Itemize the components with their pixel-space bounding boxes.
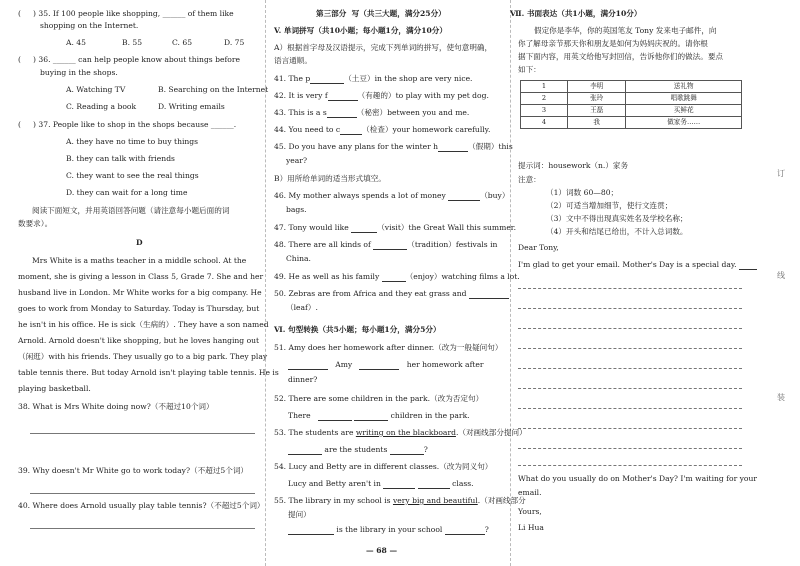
question-37: ( ) 37. People like to shop in the shops because ______. bbox=[18, 120, 237, 129]
question-35: ( ) 35. If 100 people like shopping, ______ of them like bbox=[18, 9, 234, 18]
option: A. Watching TV bbox=[66, 85, 126, 94]
question-40: 40. Where does Arnold usually play table tennis?（不超过5个词） bbox=[18, 501, 265, 510]
question-55-answer: is the library in your school ? bbox=[288, 524, 489, 535]
question-36-cont: buying in the shops. bbox=[40, 68, 118, 77]
question-46-cont: bags. bbox=[286, 205, 307, 214]
section-a-instruction: A）根据首字母及汉语提示，完成下列单词的拼写，使句意明确， bbox=[274, 43, 493, 52]
section-a-instruction-cont: 语言通顺。 bbox=[274, 56, 312, 65]
question-35-cont: shopping on the Internet. bbox=[40, 21, 139, 30]
passage-line: table tennis there. But today Arnold isn't playing table tennis. He is bbox=[18, 368, 279, 377]
writing-line[interactable] bbox=[518, 408, 742, 409]
passage-line: Mrs White is a maths teacher in a middle school. At the bbox=[32, 256, 247, 265]
note-item: （1）词数 60—80； bbox=[546, 188, 619, 197]
writing-line[interactable] bbox=[518, 448, 742, 449]
question-52: 52. There are some children in the park.（改为否定句） bbox=[274, 394, 484, 403]
question-54: 54. Lucy and Betty are in different classes.（改为同义句） bbox=[274, 462, 493, 471]
table-row: 1 李明 送礼物 bbox=[521, 81, 742, 93]
intro-line: 你了解母亲节那天你和朋友是如何为妈妈庆祝的。请你根 bbox=[518, 39, 708, 48]
question-51: 51. Amy does her homework after dinner.（改为一般疑问句） bbox=[274, 343, 503, 352]
page-number: — 68 — bbox=[366, 546, 398, 555]
section-d-heading: D bbox=[136, 238, 143, 247]
passage-line: （闲逛）with his friends. They usually go to a big park. They play bbox=[18, 352, 268, 361]
letter-signature: Li Hua bbox=[518, 523, 544, 532]
passage-line: husband live in London. Mr White works for a big company. He bbox=[18, 288, 262, 297]
question-54-answer: Lucy and Betty aren't in class. bbox=[288, 479, 474, 488]
option: C. 65 bbox=[172, 38, 193, 47]
table-row: 4 我 做家务…… bbox=[521, 117, 742, 129]
question-52-answer: There children in the park. bbox=[288, 411, 470, 420]
letter-greeting: Dear Tony, bbox=[518, 243, 559, 252]
question-41: 41. The p （土豆）in the shop are very nice. bbox=[274, 74, 473, 83]
passage-line: he isn't in his office. He is sick（生病的）. They have a son named bbox=[18, 320, 269, 329]
option: D. 75 bbox=[224, 38, 245, 47]
question-50: 50. Zebras are from Africa and they eat grass and bbox=[274, 288, 509, 299]
option: A. 45 bbox=[66, 38, 86, 47]
binding-mark: 线 bbox=[777, 271, 785, 280]
fold-line bbox=[510, 0, 511, 566]
question-42: 42. It is very f （有趣的）to play with my pet dog. bbox=[274, 91, 489, 100]
question-38: 38. What is Mrs White doing now?（不超过10个词） bbox=[18, 402, 214, 411]
option: C. they want to see the real things bbox=[66, 171, 199, 180]
info-table bbox=[520, 80, 742, 129]
note-item: （3）文中不得出现真实姓名及学校名称； bbox=[546, 214, 688, 223]
writing-line[interactable] bbox=[518, 465, 742, 466]
notes-title: 注意： bbox=[518, 175, 541, 184]
letter-closing-cont: email. bbox=[518, 488, 542, 497]
part-3-heading: 第三部分 写（共三大题，满分25分） bbox=[316, 9, 446, 18]
question-44: 44. You need to c （检查）your homework carefully. bbox=[274, 125, 491, 134]
passage-line: Arnold. Arnold doesn't like shopping, but he loves hanging out bbox=[18, 336, 260, 345]
writing-line[interactable] bbox=[518, 348, 742, 349]
section-b-instruction: B）用所给单词的适当形式填空。 bbox=[274, 174, 386, 183]
intro-line: 如下： bbox=[518, 65, 541, 74]
letter-closing: What do you usually do on Mother's Day? I'm waiting for your bbox=[518, 474, 758, 483]
answer-line-39[interactable] bbox=[30, 493, 255, 494]
question-50-cont: （leaf）. bbox=[286, 303, 318, 312]
question-49: 49. He as well as his family （enjoy）watching films a lot. bbox=[274, 272, 520, 281]
option: B. 55 bbox=[122, 38, 143, 47]
question-45: 45. Do you have any plans for the winter h （假期）this bbox=[274, 142, 513, 151]
table-row: 2 张玲 唱歌跳舞 bbox=[521, 93, 742, 105]
note-item: （4）开头和结尾已给出，不计入总词数。 bbox=[546, 227, 688, 236]
instruction-cont: 数要求）。 bbox=[18, 219, 53, 228]
table-row: 3 王磊 买鲜花 bbox=[521, 105, 742, 117]
letter-signoff: Yours, bbox=[518, 507, 542, 516]
option: D. they can wait for a long time bbox=[66, 188, 188, 197]
passage-line: goes to work from Monday to Saturday. Today is Thursday, but bbox=[18, 304, 260, 313]
intro-line: 假定你是李华，你的英国笔友 Tony 发来电子邮件，向 bbox=[534, 26, 717, 35]
option: A. they have no time to buy things bbox=[66, 137, 199, 146]
section-7-heading: Ⅶ. 书面表达（共1小题，满分10分） bbox=[510, 9, 642, 18]
instruction: 阅读下面短文，并用英语回答问题（请注意每小题后面的词 bbox=[32, 206, 230, 215]
writing-line[interactable] bbox=[518, 308, 742, 309]
passage-line: moment, she is giving a lesson in Class 5, Grade 7. She and her bbox=[18, 272, 264, 281]
note-item: （2）可适当增加细节，使行文连贯； bbox=[546, 201, 673, 210]
question-47: 47. Tony would like （visit）the Great Wall this summer. bbox=[274, 223, 517, 232]
question-43: 43. This is a s （秘密）between you and me. bbox=[274, 108, 470, 117]
writing-line[interactable] bbox=[518, 428, 742, 429]
question-48: 48. There are all kinds of （tradition）festivals in bbox=[274, 240, 498, 249]
question-55-cont: 提问） bbox=[288, 510, 311, 519]
passage-line: playing basketball. bbox=[18, 384, 91, 393]
section-6-heading: Ⅵ. 句型转换（共5小题；每小题1分，满分5分） bbox=[274, 325, 441, 334]
answer-line-40[interactable] bbox=[30, 528, 255, 529]
binding-mark: 装 bbox=[777, 393, 785, 402]
option: B. Searching on the Internet bbox=[158, 85, 269, 94]
option: D. Writing emails bbox=[158, 102, 225, 111]
question-51-cont: dinner? bbox=[288, 375, 318, 384]
binding-mark: 订 bbox=[777, 169, 785, 178]
question-53: 53. The students are writing on the blackboard.（对画线部分提问） bbox=[274, 428, 527, 437]
question-36: ( ) 36. ______ can help people know about things before bbox=[18, 55, 240, 64]
writing-line[interactable] bbox=[518, 288, 742, 289]
question-46: 46. My mother always spends a lot of money （buy） bbox=[274, 191, 510, 200]
answer-line-38[interactable] bbox=[30, 433, 255, 434]
letter-opening: I'm glad to get your email. Mother's Day is a special day. bbox=[518, 259, 757, 270]
intro-line: 据下面内容，用英文给他写封回信，告诉他你们的做法。要点 bbox=[518, 52, 724, 61]
section-5-heading: V. 单词拼写（共10小题；每小题1分，满分10分） bbox=[274, 26, 447, 35]
question-45-cont: year? bbox=[286, 156, 308, 165]
writing-line[interactable] bbox=[518, 368, 742, 369]
writing-line[interactable] bbox=[518, 328, 742, 329]
question-53-answer: are the students ? bbox=[288, 444, 428, 455]
question-39: 39. Why doesn't Mr White go to work today?（不超过5个词） bbox=[18, 466, 249, 475]
option: C. Reading a book bbox=[66, 102, 137, 111]
question-55: 55. The library in my school is very big and beautiful.（对画线部分 bbox=[274, 496, 526, 505]
question-51-answer: Amy her homework after bbox=[288, 359, 484, 370]
option: B. they can talk with friends bbox=[66, 154, 175, 163]
writing-line[interactable] bbox=[518, 388, 742, 389]
question-48-cont: China. bbox=[286, 254, 311, 263]
hint-text: 提示词：housework（n.）家务 bbox=[518, 161, 629, 170]
